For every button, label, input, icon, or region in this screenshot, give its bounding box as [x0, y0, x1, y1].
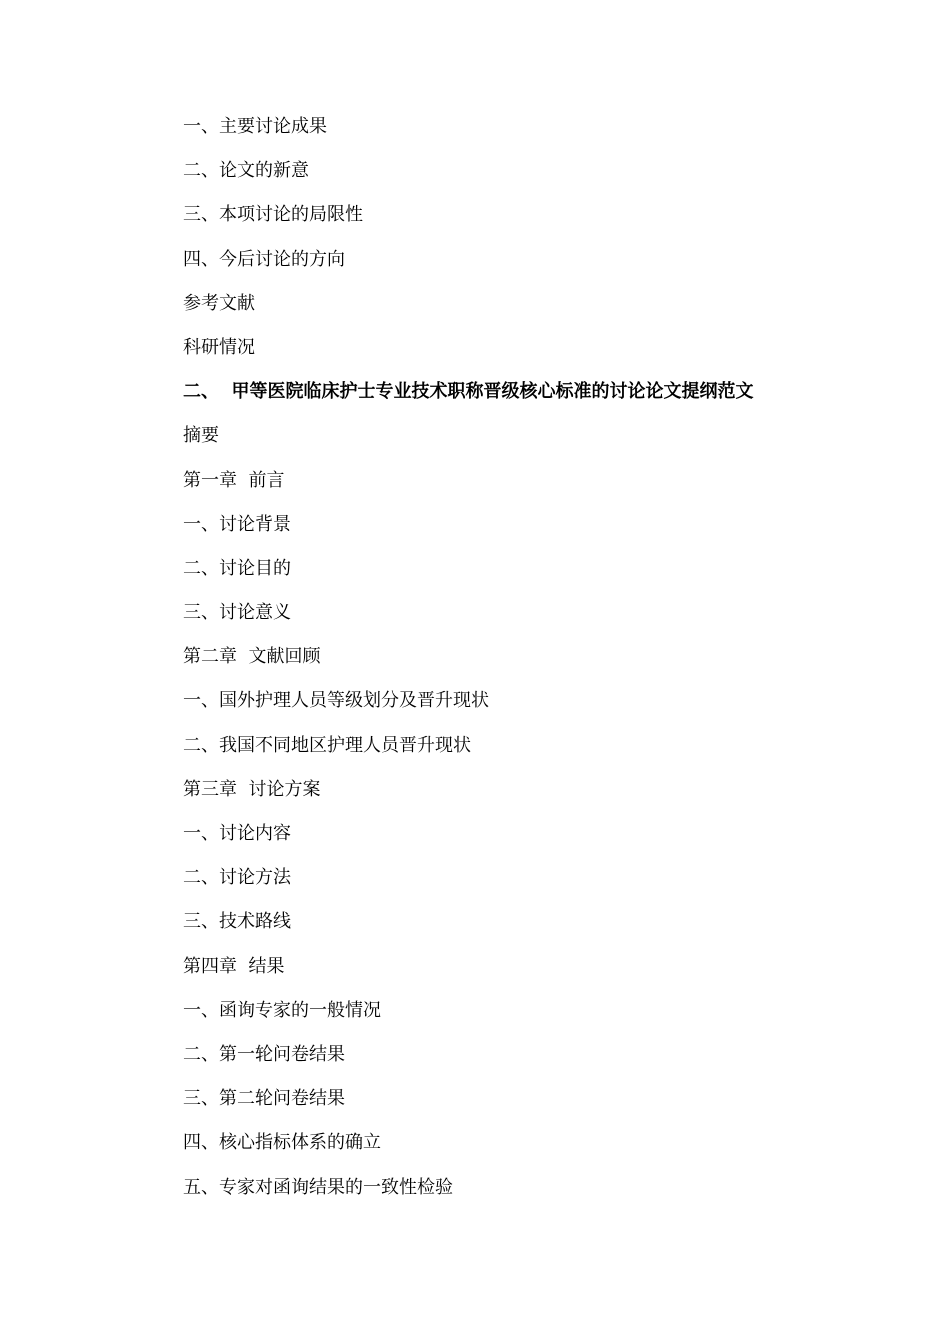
- outline-line: 三、技术路线: [183, 911, 291, 933]
- chapter-heading: 第一章 前言: [183, 469, 285, 491]
- outline-line: 二、第一轮问卷结果: [183, 1043, 345, 1065]
- outline-line: 参考文献: [183, 292, 255, 314]
- outline-line: 五、专家对函询结果的一致性检验: [183, 1176, 453, 1198]
- outline-line: 三、第二轮问卷结果: [183, 1088, 345, 1110]
- outline-line: 摘要: [183, 425, 219, 447]
- chapter-heading: 第三章 讨论方案: [183, 778, 321, 800]
- outline-line: 二、讨论方法: [183, 867, 291, 889]
- outline-line: 一、讨论内容: [183, 823, 291, 844]
- outline-line: 二、讨论目的: [183, 557, 291, 579]
- outline-line: 三、本项讨论的局限性: [183, 204, 363, 226]
- outline-line: 四、核心指标体系的确立: [183, 1132, 381, 1154]
- chapter-heading: 第四章 结果: [183, 955, 285, 977]
- outline-line: 一、函询专家的一般情况: [183, 999, 381, 1021]
- outline-line: 一、主要讨论成果: [183, 116, 327, 137]
- section-heading: 二、 甲等医院临床护士专业技术职称晋级核心标准的讨论论文提纲范文: [183, 381, 754, 403]
- outline-line: 二、论文的新意: [183, 160, 309, 182]
- outline-line: 一、讨论背景: [183, 513, 291, 535]
- outline-line: 二、我国不同地区护理人员晋升现状: [183, 734, 471, 756]
- outline-list: [183, 112, 883, 1217]
- outline-line: 四、今后讨论的方向: [183, 248, 345, 270]
- outline-line: 三、讨论意义: [183, 602, 291, 624]
- outline-line: 一、国外护理人员等级划分及晋升现状: [183, 690, 489, 712]
- chapter-heading: 第二章 文献回顾: [183, 646, 321, 668]
- outline-line: 科研情况: [183, 336, 255, 358]
